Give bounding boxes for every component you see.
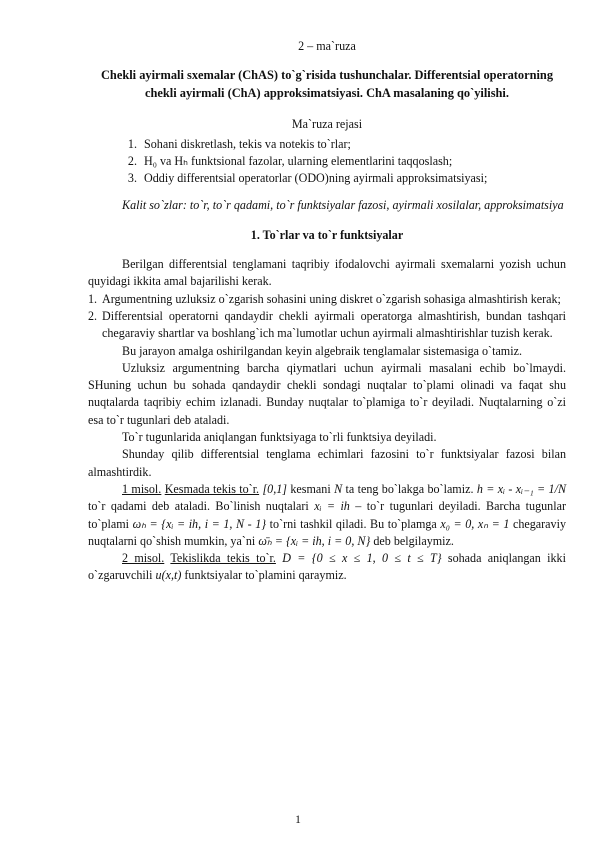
process-paragraph: Bu jarayon amalga oshirilgandan keyin algebraik tenglamalar sistemasiga o`tamiz. — [122, 343, 522, 358]
requirement-text: Argumentning uzluksiz o`zgarish sohasini uning diskret o`zgarish sohasiga almashtirish kerak; — [102, 291, 561, 306]
example1-paragraph — [88, 481, 566, 550]
full-grid-formula: ω̄ₕ = {xᵢ = ih, i = 0, N} — [258, 533, 371, 548]
grid-function-paragraph: To`r tugunlarida aniqlangan funktsiyaga to`rli funktsiya deyiladi. — [122, 430, 437, 445]
example2-label: 2 misol. — [122, 551, 165, 566]
page-number: 1 — [295, 814, 301, 826]
lecture-number: 2 – ma`ruza — [298, 39, 356, 53]
lecture-title: Chekli ayirmali sxemalar (ChAS) to`g`risida tushunchalar. Differentsial operatorning chekli ayirmali (ChA) approksimatsiyasi. ChA masalaning qo`yilishi. — [100, 68, 554, 100]
example1-label: 1 misol. — [122, 481, 162, 496]
example1-text: ta teng bo`lakga bo`lamiz. — [345, 481, 474, 496]
example2-paragraph — [88, 550, 566, 585]
node-formula: xᵢ = ih – — [314, 499, 362, 514]
step-formula: h = xᵢ - xᵢ₋₁ = 1/N — [476, 481, 567, 496]
requirements-list — [88, 291, 566, 343]
example1-text: to`r qadami deb ataladi. Bo`linish nuqtalari — [88, 499, 309, 514]
boundary-formula: x₀ = 0, xₙ = 1 — [440, 516, 510, 531]
intro-paragraph: Berilgan differentsial tenglamani taqribiy ifodalovchi ayirmali sxemalarni yozish uchun quyidagi ikkita amal bajarilishi kerak. — [88, 257, 566, 289]
example1-text: chegaraviy nuqtalarni qo`shish mumkin, ya`ni — [88, 516, 566, 548]
requirement-item — [88, 308, 566, 343]
plan-item: 3. Oddiy differentsial operatorlar (ODO)ning ayirmali approksimatsiyasi; — [140, 170, 566, 187]
segment-formula: [0,1] — [262, 481, 287, 496]
requirement-number: 2. — [88, 308, 98, 323]
continuous-paragraph: Uzluksiz argumentning barcha qiymatlari uchun ayirmali masalani echib bo`lmaydi. SHuning uchun bu sohada qandaydir chekli sondagi nuqtalar to`plami olinadi va faqat shu nuqtalarda taqribiy echim izlanadi. Bunday nuqtalar to`plamiga to`r deyiladi. Nuqtalarning o`zi esa to`r tugunlari deb ataladi. — [88, 360, 566, 427]
plan-item: 1. Sohani diskretlash, tekis va notekis to`rlar; — [140, 136, 566, 153]
example1-heading: Kesmada tekis to`r. — [164, 481, 260, 496]
example1-text: deb belgilaymiz. — [373, 533, 454, 548]
example1-text: kesmani — [290, 481, 331, 496]
example2-heading: Tekislikda tekis to`r. — [170, 551, 276, 566]
section-title: 1. To`rlar va to`r funktsiyalar — [250, 227, 404, 242]
requirement-number: 1. — [88, 291, 98, 306]
grid-formula: ωₕ = {xᵢ = ih, i = 1, N - 1} — [132, 516, 267, 531]
domain-formula: D = {0 ≤ x ≤ 1, 0 ≤ t ≤ T} — [282, 551, 442, 566]
example2-text: funktsiyalar to`plamini qaraymiz. — [184, 568, 347, 583]
plan-list — [88, 136, 566, 188]
example2-text: sohada aniqlangan ikki o`zgaruvchili — [88, 551, 566, 583]
n-symbol: N — [334, 481, 343, 496]
requirement-text: Differentsial operatorni qandaydir chekli ayirmali operatorga almashtirish, bundan tashqari chegaraviy shartlar va boshlang`ich ma`lumotlar uchun ayirmali almashtirishlar tuzish kerak. — [102, 308, 566, 341]
example1-text: to`rni tashkil qiladi. Bu to`plamga — [269, 516, 437, 531]
example1-text: to`r tugunlari deyiladi. Barcha tugunlar to`plami — [88, 499, 566, 531]
keywords: Kalit so`zlar: to`r, to`r qadami, to`r funktsiyalar fazosi, ayirmali xosilalar, approksimatsiya — [122, 198, 564, 213]
space-paragraph: Shunday qilib differentsial tenglama echimlari fazosini to`r funktsiyalar fazosi bilan almashtirdik. — [88, 447, 566, 479]
plan-heading: Ma`ruza rejasi — [291, 117, 363, 132]
plan-item: 2. H₀ va Hₕ funktsional fazolar, ularning elementlarini taqqoslash; — [140, 153, 566, 170]
requirement-item — [88, 291, 566, 308]
function-formula: u(x,t) — [155, 568, 182, 583]
